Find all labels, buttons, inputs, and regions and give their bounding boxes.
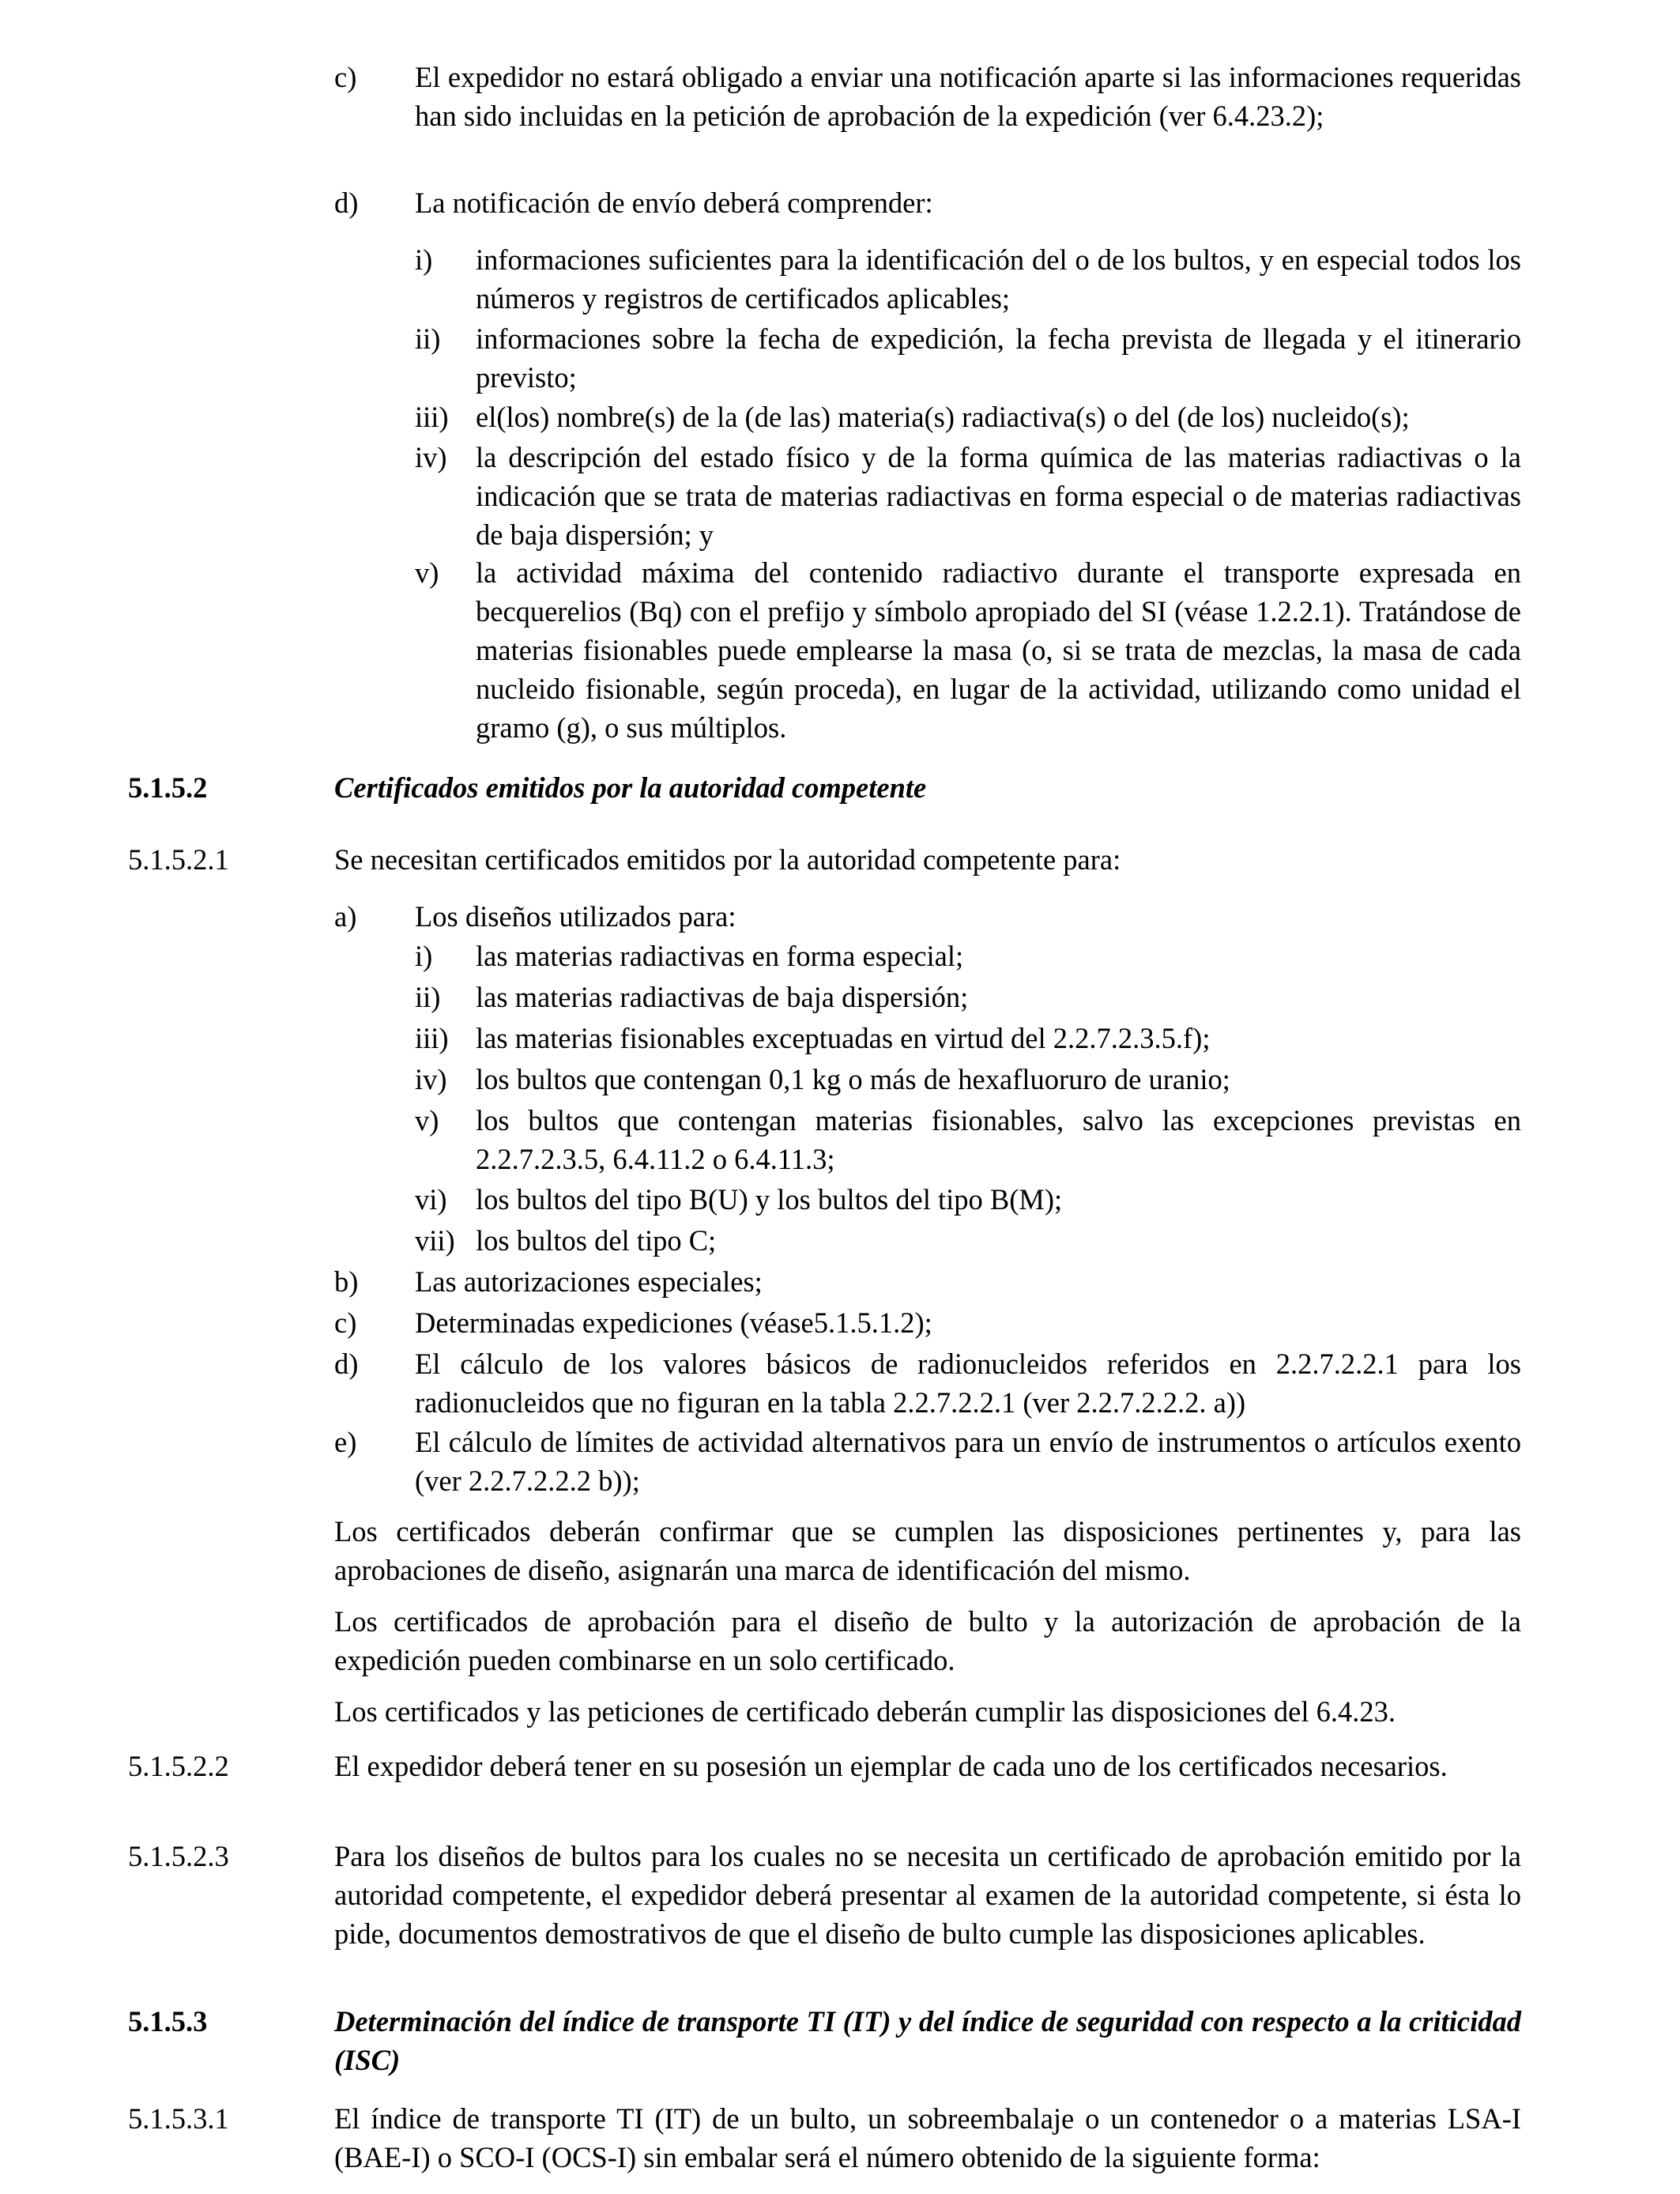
item-text: La notificación de envío deberá comprender:	[415, 187, 933, 219]
sub-item-text: las materias fisionables exceptuadas en virtud del 2.2.7.2.3.5.f);	[476, 1022, 1211, 1054]
sub-item-label: ii)	[415, 322, 441, 355]
paragraph: Los certificados de aprobación para el diseño de bulto y la autorización de aprobación de la expedición pueden combinarse en un solo certificado.	[334, 1605, 1521, 1676]
item-label: e)	[334, 1426, 357, 1458]
item-text: Los diseños utilizados para:	[415, 900, 736, 933]
sub-item-label: vii)	[415, 1224, 455, 1257]
sub-item-label: i)	[415, 243, 433, 276]
sub-item-text: los bultos que contengan materias fisionables, salvo las excepciones previstas en 2.2.7.2.3.5, 6.4.11.2 o 6.4.11.3;	[476, 1104, 1521, 1175]
section-intro: Se necesitan certificados emitidos por la autoridad competente para:	[334, 843, 1121, 876]
paragraph: Los certificados deberán confirmar que se cumplen las disposiciones pertinentes y, para las aprobaciones de diseño, asignarán una marca de identificación del mismo.	[334, 1515, 1521, 1586]
sub-item-label: iv)	[415, 441, 447, 473]
section-number: 5.1.5.3.1	[128, 2102, 229, 2135]
item-text: Determinadas expediciones (véase5.1.5.1.2);	[415, 1306, 932, 1339]
sub-item-text: el(los) nombre(s) de la (de las) materia(s) radiactiva(s) o del (de los) nucleido(s);	[476, 401, 1410, 433]
section-number: 5.1.5.2.2	[128, 1750, 229, 1782]
item-text: El expedidor no estará obligado a enviar una notificación aparte si las informaciones requeridas han sido incluidas en la petición de aprobación de la expedición (ver 6.4.23.2);	[415, 61, 1521, 132]
sub-item-label: v)	[415, 556, 439, 589]
sub-item-label: i)	[415, 940, 433, 972]
sub-item-text: los bultos del tipo C;	[476, 1224, 717, 1257]
sub-item-text: la descripción del estado físico y de la forma química de las materias radiactivas o la indicación que se trata de materias radiactivas en forma especial o de materias radiactivas de baja dispersión; y	[476, 441, 1521, 551]
sub-item-label: iv)	[415, 1063, 447, 1095]
section-number: 5.1.5.2.3	[128, 1840, 229, 1872]
sub-item-label: vi)	[415, 1183, 447, 1216]
section-number: 5.1.5.2.1	[128, 843, 229, 876]
sub-item-text: informaciones sobre la fecha de expedición, la fecha prevista de llegada y el itinerario previsto;	[476, 322, 1521, 394]
sub-item-text: la actividad máxima del contenido radiactivo durante el transporte expresada en becquerelios (Bq) con el prefijo y símbolo apropiado del SI (véase 1.2.2.1). Tratándose de materias fisionables puede emplearse la masa (o, si se trata de mezclas, la masa de cada nucleido fisionable, según proceda), en lugar de la actividad, utilizando como unidad el gramo (g), o sus múltiplos.	[476, 556, 1521, 744]
sub-item-text: informaciones suficientes para la identificación del o de los bultos, y en especial todos los números y registros de certificados aplicables;	[476, 243, 1521, 315]
item-label: a)	[334, 900, 357, 933]
sub-item-text: los bultos que contengan 0,1 kg o más de hexafluoruro de uranio;	[476, 1063, 1230, 1095]
item-label: d)	[334, 187, 359, 219]
sub-item-label: ii)	[415, 981, 441, 1013]
item-label: b)	[334, 1265, 359, 1298]
sub-item-label: iii)	[415, 1022, 449, 1054]
sub-item-text: las materias radiactivas en forma especial;	[476, 940, 964, 972]
sub-item-text: las materias radiactivas de baja dispersión;	[476, 981, 969, 1013]
sub-item-text: los bultos del tipo B(U) y los bultos del tipo B(M);	[476, 1183, 1063, 1216]
section-title: Certificados emitidos por la autoridad competente	[334, 771, 927, 804]
section-number: 5.1.5.3	[128, 2005, 208, 2038]
item-label: d)	[334, 1348, 359, 1380]
item-text: Las autorizaciones especiales;	[415, 1265, 763, 1298]
section-text: El expedidor deberá tener en su posesión un ejemplar de cada uno de los certificados necesarios.	[334, 1750, 1448, 1782]
item-text: El cálculo de los valores básicos de radionucleidos referidos en 2.2.7.2.2.1 para los radionucleidos que no figuran en la tabla 2.2.7.2.2.1 (ver 2.2.7.2.2.2. a))	[415, 1348, 1521, 1419]
section-text: El índice de transporte TI (IT) de un bulto, un sobreembalaje o un contenedor o a materias LSA-I (BAE-I) o SCO-I (OCS-I) sin embalar será el número obtenido de la siguiente forma:	[334, 2102, 1521, 2173]
sub-item-label: v)	[415, 1104, 439, 1137]
paragraph: Los certificados y las peticiones de certificado deberán cumplir las disposiciones del 6.4.23.	[334, 1695, 1396, 1728]
item-text: El cálculo de límites de actividad alternativos para un envío de instrumentos o artículos exento (ver 2.2.7.2.2.2 b));	[415, 1426, 1521, 1497]
section-text: Para los diseños de bultos para los cuales no se necesita un certificado de aprobación emitido por la autoridad competente, el expedidor deberá presentar al examen de la autoridad competente, si ésta lo pide, documentos demostrativos de que el diseño de bulto cumple las disposiciones aplicables.	[334, 1840, 1521, 1950]
section-number: 5.1.5.2	[128, 771, 208, 804]
item-label: c)	[334, 1306, 357, 1339]
section-title: Determinación del índice de transporte TI (IT) y del índice de seguridad con respecto a la criticidad (ISC)	[334, 2005, 1521, 2076]
sub-item-label: iii)	[415, 401, 449, 433]
item-label: c)	[334, 61, 357, 93]
